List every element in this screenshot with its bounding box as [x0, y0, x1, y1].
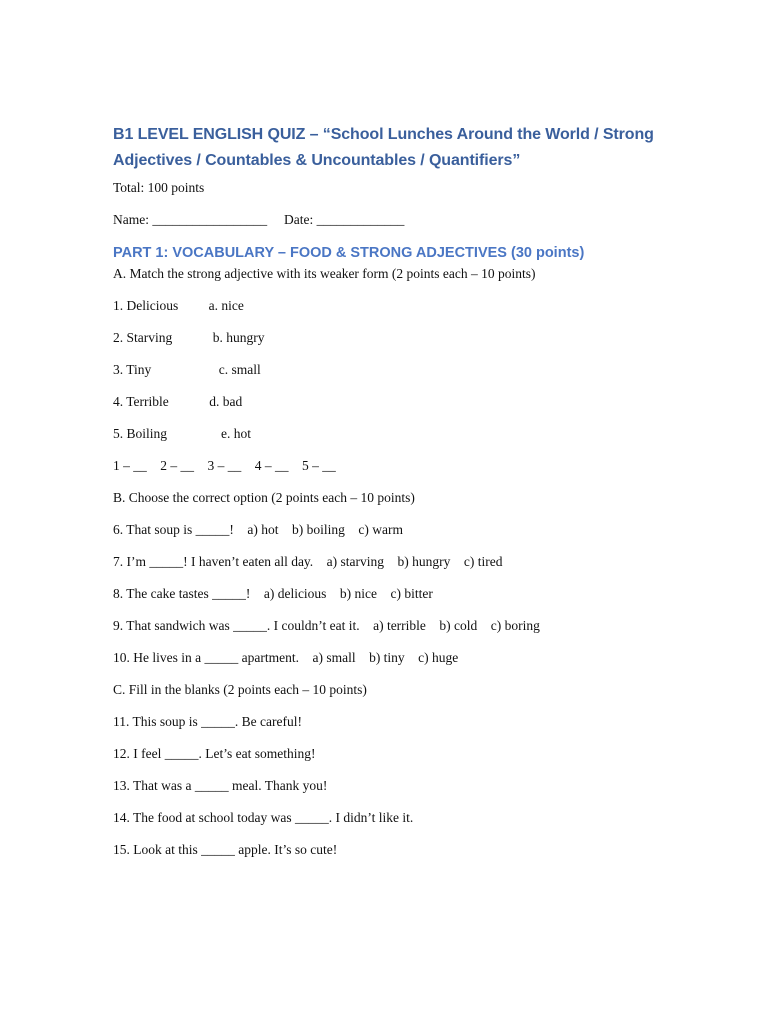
match-item: 5. Boiling e. hot: [113, 426, 251, 441]
match-item: 3. Tiny c. small: [113, 362, 261, 377]
match-item: 2. Starving b. hungry: [113, 330, 265, 345]
name-date-line: Name: _________________ Date: _____________: [113, 212, 405, 227]
choice-item: 10. He lives in a _____ apartment. a) small b) tiny c) huge: [113, 650, 459, 665]
choice-item: 8. The cake tastes _____! a) delicious b) nice c) bitter: [113, 586, 433, 601]
quiz-title-line-1: B1 LEVEL ENGLISH QUIZ – “School Lunches Around the World / Strong: [113, 126, 654, 143]
match-item: 4. Terrible d. bad: [113, 394, 243, 409]
fill-blank-item: 15. Look at this _____ apple. It’s so cute!: [113, 842, 338, 857]
section-a-instruction: A. Match the strong adjective with its weaker form (2 points each – 10 points): [113, 266, 536, 281]
choice-item: 9. That sandwich was _____. I couldn’t eat it. a) terrible b) cold c) boring: [113, 618, 540, 633]
part1-heading: PART 1: VOCABULARY – FOOD & STRONG ADJECTIVES (30 points): [113, 245, 585, 261]
fill-blank-item: 12. I feel _____. Let’s eat something!: [113, 746, 316, 761]
fill-blank-item: 14. The food at school today was _____. I didn’t like it.: [113, 810, 414, 825]
total-points: Total: 100 points: [113, 180, 205, 195]
match-answer-line: 1 – __ 2 – __ 3 – __ 4 – __ 5 – __: [113, 458, 336, 473]
quiz-title-line-2: Adjectives / Countables & Uncountables / Quantifiers”: [113, 152, 521, 169]
quiz-title: [113, 122, 673, 174]
document-content: [113, 122, 673, 859]
fill-blank-item: 13. That was a _____ meal. Thank you!: [113, 778, 328, 793]
section-b-instruction: B. Choose the correct option (2 points each – 10 points): [113, 490, 415, 505]
match-item: 1. Delicious a. nice: [113, 298, 244, 313]
fill-blank-item: 11. This soup is _____. Be careful!: [113, 714, 302, 729]
choice-item: 7. I’m _____! I haven’t eaten all day. a) starving b) hungry c) tired: [113, 554, 503, 569]
choice-item: 6. That soup is _____! a) hot b) boiling c) warm: [113, 522, 403, 537]
section-c-instruction: C. Fill in the blanks (2 points each – 10 points): [113, 682, 367, 697]
